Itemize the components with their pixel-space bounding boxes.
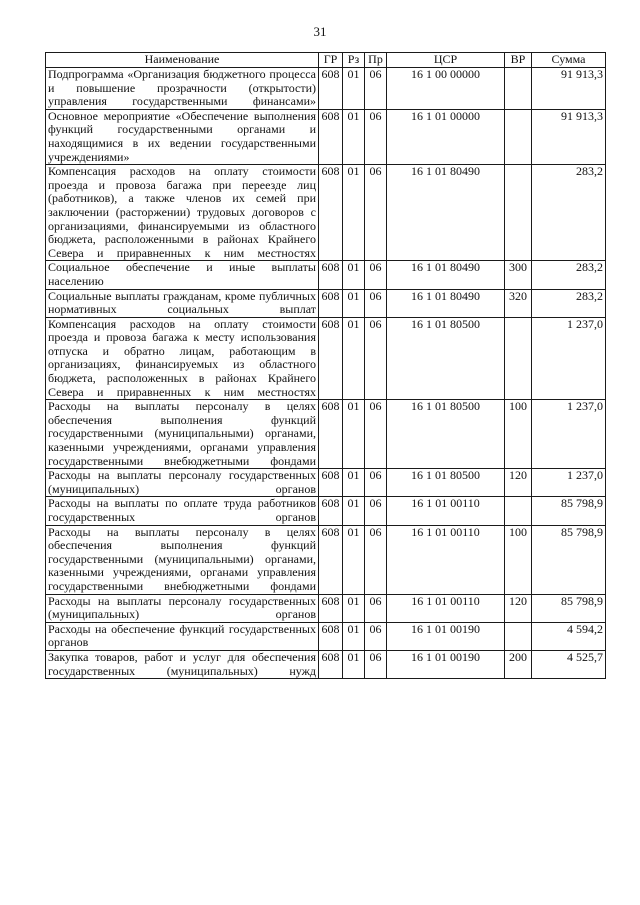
cell-vr <box>505 165 532 261</box>
header-row <box>46 53 606 68</box>
cell-vr: 200 <box>505 650 532 678</box>
cell-csr: 16 1 01 00190 <box>387 650 505 678</box>
cell-rz: 01 <box>343 525 365 594</box>
cell-name: Подпрограмма «Организация бюджетного процесса и повышение прозрачности (открытости) управления государственными финансами» <box>46 68 319 110</box>
table-row <box>46 165 606 261</box>
table-header <box>46 53 606 68</box>
cell-csr: 16 1 01 00190 <box>387 622 505 650</box>
page-number: 31 <box>313 24 327 39</box>
cell-pr: 06 <box>365 469 387 497</box>
cell-csr: 16 1 01 00110 <box>387 497 505 525</box>
cell-vr: 120 <box>505 594 532 622</box>
cell-pr: 06 <box>365 650 387 678</box>
cell-vr: 100 <box>505 400 532 469</box>
cell-vr: 120 <box>505 469 532 497</box>
cell-rz: 01 <box>343 68 365 110</box>
cell-pr: 06 <box>365 68 387 110</box>
cell-vr: 100 <box>505 525 532 594</box>
cell-csr: 16 1 00 00000 <box>387 68 505 110</box>
cell-gr: 608 <box>319 622 343 650</box>
cell-sum: 85 798,9 <box>532 497 606 525</box>
header-rz: Рз <box>343 53 365 68</box>
table-row <box>46 317 606 400</box>
cell-gr: 608 <box>319 469 343 497</box>
cell-pr: 06 <box>365 400 387 469</box>
cell-gr: 608 <box>319 497 343 525</box>
cell-sum: 4 525,7 <box>532 650 606 678</box>
cell-name: Расходы на обеспечение функций государственных органов <box>46 622 319 650</box>
cell-name: Компенсация расходов на оплату стоимости проезда и провоза багажа при переезде лиц (работников), а также членов их семей при заключении (расторжении) трудовых договоров с организациями, финансируемыми из областного бюджета, расположенными в районах Крайнего Севера и приравненных к ним местностях <box>46 165 319 261</box>
cell-csr: 16 1 01 80490 <box>387 289 505 317</box>
table-row <box>46 289 606 317</box>
table-row <box>46 68 606 110</box>
cell-name: Расходы на выплаты персоналу государственных (муниципальных) органов <box>46 469 319 497</box>
table-row <box>46 400 606 469</box>
cell-gr: 608 <box>319 594 343 622</box>
cell-sum: 85 798,9 <box>532 594 606 622</box>
table-row <box>46 469 606 497</box>
cell-rz: 01 <box>343 165 365 261</box>
cell-pr: 06 <box>365 622 387 650</box>
cell-csr: 16 1 01 00110 <box>387 594 505 622</box>
cell-name: Расходы на выплаты персоналу в целях обеспечения выполнения функций государственными (муниципальными) органами, казенными учреждениями, органами управления государственными внебюджетными фондами <box>46 525 319 594</box>
cell-gr: 608 <box>319 68 343 110</box>
cell-name: Расходы на выплаты персоналу государственных (муниципальных) органов <box>46 594 319 622</box>
cell-csr: 16 1 01 00110 <box>387 525 505 594</box>
table-row <box>46 109 606 164</box>
cell-name: Закупка товаров, работ и услуг для обеспечения государственных (муниципальных) нужд <box>46 650 319 678</box>
cell-sum: 283,2 <box>532 289 606 317</box>
cell-vr <box>505 497 532 525</box>
cell-vr <box>505 317 532 400</box>
cell-pr: 06 <box>365 261 387 289</box>
cell-gr: 608 <box>319 650 343 678</box>
cell-sum: 91 913,3 <box>532 109 606 164</box>
header-vr: ВР <box>505 53 532 68</box>
cell-csr: 16 1 01 80490 <box>387 165 505 261</box>
header-name: Наименование <box>46 53 319 68</box>
cell-sum: 283,2 <box>532 261 606 289</box>
cell-gr: 608 <box>319 109 343 164</box>
header-gr: ГР <box>319 53 343 68</box>
cell-sum: 1 237,0 <box>532 469 606 497</box>
cell-rz: 01 <box>343 261 365 289</box>
cell-gr: 608 <box>319 165 343 261</box>
cell-rz: 01 <box>343 497 365 525</box>
cell-sum: 1 237,0 <box>532 317 606 400</box>
cell-gr: 608 <box>319 261 343 289</box>
cell-rz: 01 <box>343 289 365 317</box>
cell-sum: 85 798,9 <box>532 525 606 594</box>
cell-name: Социальные выплаты гражданам, кроме публичных нормативных социальных выплат <box>46 289 319 317</box>
header-csr: ЦСР <box>387 53 505 68</box>
cell-csr: 16 1 01 80500 <box>387 317 505 400</box>
header-sum: Сумма <box>532 53 606 68</box>
cell-gr: 608 <box>319 289 343 317</box>
cell-sum: 283,2 <box>532 165 606 261</box>
table-row <box>46 525 606 594</box>
cell-csr: 16 1 01 80500 <box>387 469 505 497</box>
table-row <box>46 497 606 525</box>
table-row <box>46 261 606 289</box>
header-pr: Пр <box>365 53 387 68</box>
cell-name: Компенсация расходов на оплату стоимости проезда и провоза багажа к месту использования отпуска и обратно лицам, работающим в организациях, финансируемых из областного бюджета, расположенных в районах Крайнего Севера и приравненных к ним местностях <box>46 317 319 400</box>
cell-rz: 01 <box>343 400 365 469</box>
cell-name: Расходы на выплаты по оплате труда работников государственных органов <box>46 497 319 525</box>
cell-vr <box>505 622 532 650</box>
cell-rz: 01 <box>343 594 365 622</box>
cell-rz: 01 <box>343 622 365 650</box>
cell-rz: 01 <box>343 469 365 497</box>
cell-vr: 300 <box>505 261 532 289</box>
cell-pr: 06 <box>365 109 387 164</box>
cell-csr: 16 1 01 80490 <box>387 261 505 289</box>
cell-vr <box>505 68 532 110</box>
cell-rz: 01 <box>343 109 365 164</box>
cell-gr: 608 <box>319 317 343 400</box>
cell-pr: 06 <box>365 289 387 317</box>
cell-vr: 320 <box>505 289 532 317</box>
cell-pr: 06 <box>365 525 387 594</box>
cell-csr: 16 1 01 80500 <box>387 400 505 469</box>
table-row <box>46 650 606 678</box>
table-row <box>46 594 606 622</box>
cell-pr: 06 <box>365 594 387 622</box>
cell-vr <box>505 109 532 164</box>
cell-gr: 608 <box>319 400 343 469</box>
cell-pr: 06 <box>365 165 387 261</box>
cell-pr: 06 <box>365 317 387 400</box>
budget-table <box>45 52 606 679</box>
table-body <box>46 68 606 679</box>
cell-sum: 91 913,3 <box>532 68 606 110</box>
table-row <box>46 622 606 650</box>
cell-gr: 608 <box>319 525 343 594</box>
cell-name: Социальное обеспечение и иные выплаты населению <box>46 261 319 289</box>
cell-name: Основное мероприятие «Обеспечение выполнения функций государственными органами и находящимися в их ведении государственными учреждениями» <box>46 109 319 164</box>
cell-rz: 01 <box>343 317 365 400</box>
cell-rz: 01 <box>343 650 365 678</box>
cell-pr: 06 <box>365 497 387 525</box>
cell-csr: 16 1 01 00000 <box>387 109 505 164</box>
cell-name: Расходы на выплаты персоналу в целях обеспечения выполнения функций государственными (муниципальными) органами, казенными учреждениями, органами управления государственными внебюджетными фондами <box>46 400 319 469</box>
cell-sum: 4 594,2 <box>532 622 606 650</box>
cell-sum: 1 237,0 <box>532 400 606 469</box>
